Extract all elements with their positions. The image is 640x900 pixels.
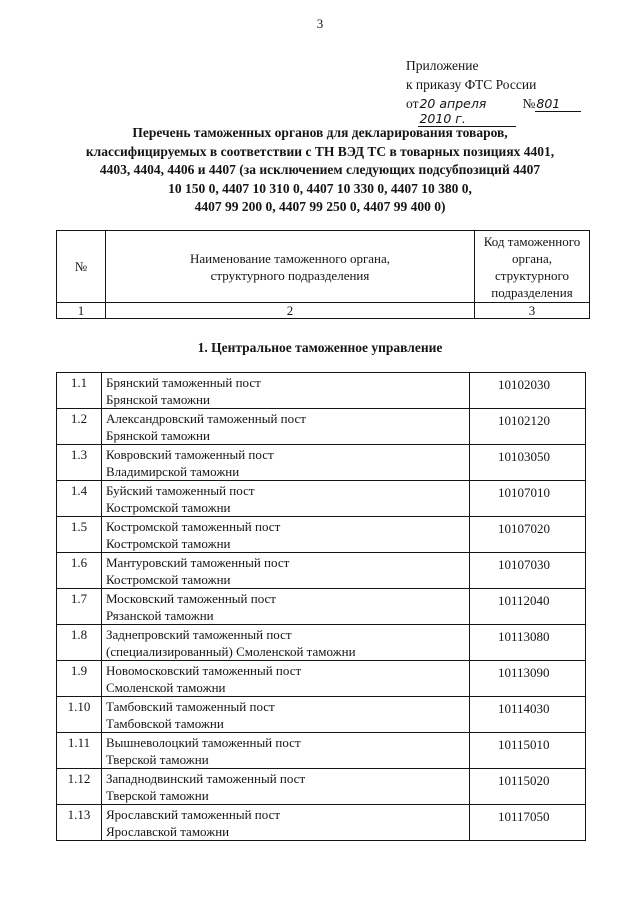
appendix-order-ref: к приказу ФТС России [406,77,537,92]
post-name-line: Костромской таможенный пост [106,519,281,534]
post-name-line: Мантуровский таможенный пост [106,555,290,570]
row-number: 1.10 [57,697,102,733]
post-name-line: Новомосковский таможенный пост [106,663,302,678]
table-row [57,697,586,733]
customs-code: 10112040 [470,589,586,625]
customs-code: 10102030 [470,373,586,409]
table-row [57,589,586,625]
row-number: 1.6 [57,553,102,589]
customs-post-name [102,625,470,661]
handwritten-date: 20 апреля 2010 г. [418,96,516,127]
table-row [57,373,586,409]
post-name-line: Вышневолоцкий таможенный пост [106,735,301,750]
customs-code: 10102120 [470,409,586,445]
table-row [57,733,586,769]
row-number: 1.12 [57,769,102,805]
post-parent-line: Костромской таможни [106,572,231,587]
post-parent-line: Костромской таможни [106,536,231,551]
post-name-line: Ярославский таможенный пост [106,807,281,822]
row-number: 1.5 [57,517,102,553]
table-row [57,517,586,553]
row-number: 1.13 [57,805,102,841]
title-line: Перечень таможенных органов для декларирования товаров, [132,125,508,140]
row-number: 1.11 [57,733,102,769]
post-name-line: Ковровский таможенный пост [106,447,274,462]
customs-post-name [102,445,470,481]
post-parent-line: Смоленской таможни [106,680,226,695]
customs-post-name [102,517,470,553]
title-line: 4403, 4404, 4406 и 4407 (за исключением следующих подсубпозиций 4407 [99,162,541,178]
post-parent-line: Тамбовской таможни [106,716,224,731]
document-title [40,124,600,217]
post-name-line: Московский таможенный пост [106,591,276,606]
header-name-cell: Наименование таможенного органа, структурного подразделения [106,231,475,303]
customs-post-name [102,409,470,445]
table-row [57,769,586,805]
customs-table [56,372,586,841]
customs-post-name [102,697,470,733]
customs-code: 10114030 [470,697,586,733]
customs-post-name [102,481,470,517]
customs-code: 10103050 [470,445,586,481]
customs-code: 10113080 [470,625,586,661]
header-code-cell: Код таможенного органа, структурного подразделения [475,231,590,303]
customs-post-name [102,769,470,805]
customs-code: 10113090 [470,661,586,697]
post-name-line: Западнодвинский таможенный пост [106,771,306,786]
table-row [57,445,586,481]
header-number-cell: № [57,231,106,303]
table-row [57,805,586,841]
post-parent-line: (специализированный) Смоленской таможни [106,644,356,659]
customs-post-name [102,661,470,697]
post-parent-line: Тверской таможни [106,788,209,803]
customs-code: 10107020 [470,517,586,553]
customs-code: 10115010 [470,733,586,769]
post-parent-line: Ярославской таможни [106,824,230,839]
row-number: 1.2 [57,409,102,445]
post-name-line: Заднепровский таможенный пост [106,627,292,642]
post-parent-line: Брянской таможни [106,392,210,407]
row-number: 1.8 [57,625,102,661]
customs-post-name [102,589,470,625]
post-name-line: Александровский таможенный пост [106,411,306,426]
table-row [57,481,586,517]
customs-post-name [102,805,470,841]
section-title: 1. Центральное таможенное управление [197,340,443,355]
appendix-order-line [406,94,606,127]
post-name-line: Брянский таможенный пост [106,375,261,390]
customs-code: 10107030 [470,553,586,589]
row-number: 1.7 [57,589,102,625]
appendix-block [406,56,606,127]
title-line: 10 150 0, 4407 10 310 0, 4407 10 330 0, 4407 10 380 0, [168,180,472,196]
customs-post-name [102,553,470,589]
customs-post-name [102,373,470,409]
page-number: 3 [316,16,324,31]
number-prefix: № [522,96,536,111]
handwritten-order-number: 801 [535,96,581,112]
column-index-1: 1 [57,303,106,319]
post-name-line: Буйский таможенный пост [106,483,255,498]
post-parent-line: Костромской таможни [106,500,231,515]
title-line: 4407 99 200 0, 4407 99 250 0, 4407 99 400 0) [194,199,446,215]
row-number: 1.1 [57,373,102,409]
table-row [57,409,586,445]
row-number: 1.9 [57,661,102,697]
row-number: 1.3 [57,445,102,481]
header-table [56,230,590,319]
title-line: классифицируемых в соответствии с ТН ВЭД ТС в товарных позициях 4401, [85,143,555,159]
post-parent-line: Рязанской таможни [106,608,214,623]
post-parent-line: Тверской таможни [106,752,209,767]
customs-code: 10117050 [470,805,586,841]
column-index-2: 2 [106,303,475,319]
post-parent-line: Брянской таможни [106,428,210,443]
customs-code: 10107010 [470,481,586,517]
column-index-3: 3 [475,303,590,319]
customs-code: 10115020 [470,769,586,805]
table-row [57,625,586,661]
table-row [57,553,586,589]
post-parent-line: Владимирской таможни [106,464,240,479]
post-name-line: Тамбовский таможенный пост [106,699,275,714]
table-row [57,661,586,697]
customs-post-name [102,733,470,769]
appendix-label: Приложение [406,58,479,73]
date-prefix: от [406,96,419,111]
row-number: 1.4 [57,481,102,517]
